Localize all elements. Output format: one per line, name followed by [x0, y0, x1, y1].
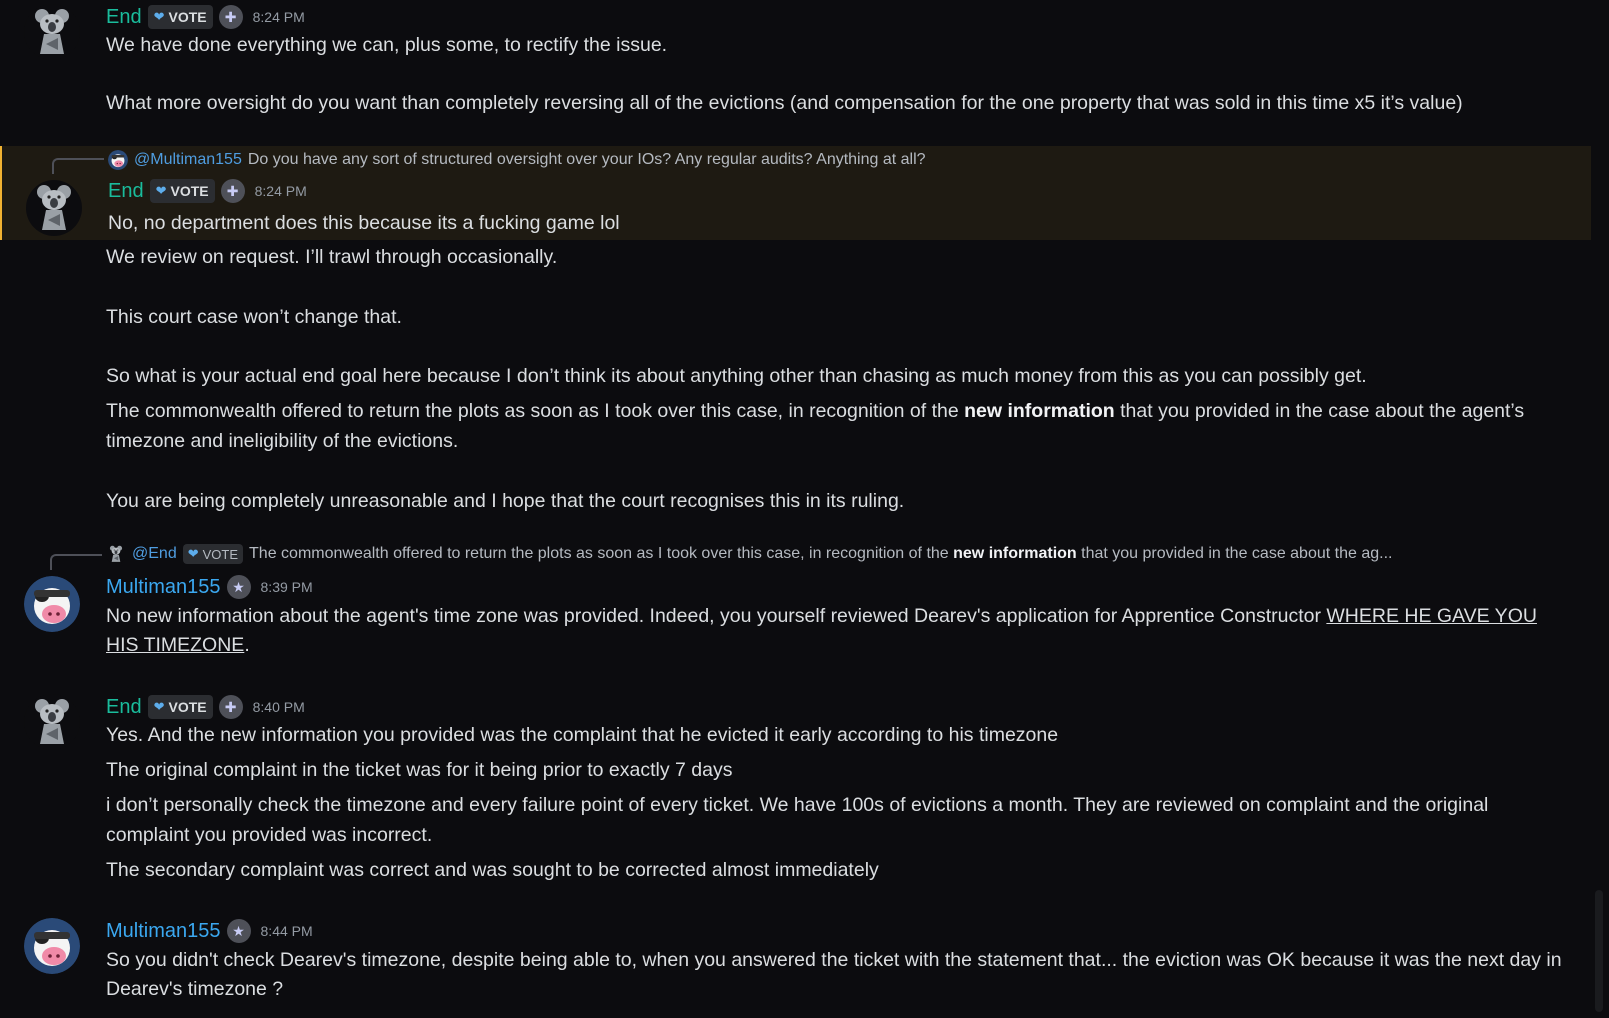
heart-icon: ❤ — [153, 699, 165, 714]
message-end-3 — [0, 690, 1591, 890]
timestamp[interactable]: 8:44 PM — [260, 923, 313, 939]
message-end-2 — [0, 146, 1591, 240]
message-text: We review on request. I’ll trawl through occasionally. — [106, 246, 558, 268]
avatar[interactable] — [24, 4, 80, 60]
reply-preview[interactable] — [106, 542, 1392, 566]
reply-spine — [52, 158, 104, 174]
heart-icon: ❤ — [153, 9, 165, 24]
username[interactable]: End — [108, 179, 144, 202]
role-badge-icon[interactable]: ✚ — [219, 695, 243, 719]
timestamp[interactable]: 8:24 PM — [254, 183, 307, 199]
reply-text: Do you have any sort of structured oversight over your IOs? Any regular audits? Anything at all? — [247, 151, 926, 168]
username[interactable]: Multiman155 — [106, 575, 221, 598]
timestamp[interactable]: 8:40 PM — [252, 699, 305, 715]
message-text: No new information about the agent's time zone was provided. Indeed, you yourself reviewed Dearev's application for Apprentice Constructor WHERE HE GAVE YOU HIS TIMEZONE. — [106, 605, 1537, 656]
reply-mention[interactable]: @Multiman155 — [134, 151, 242, 168]
role-badge-icon[interactable]: ✚ — [221, 179, 245, 203]
guild-tag: ❤ VOTE — [183, 544, 243, 564]
reply-avatar — [106, 544, 126, 564]
message-text: This court case won’t change that. — [106, 306, 402, 328]
message-text: You are being completely unreasonable and I hope that the court recognises this in its ruling. — [106, 490, 905, 512]
message-text: The original complaint in the ticket was for it being prior to exactly 7 days — [106, 759, 733, 781]
message-multi-2 — [0, 914, 1591, 1018]
reply-mention[interactable]: @End — [132, 545, 177, 562]
message-text: i don’t personally check the timezone and every failure point of every ticket. We have 100s of evictions a month. They are reviewed on complaint and the original complaint you provided was incorrect. — [106, 794, 1489, 846]
reply-preview[interactable] — [108, 148, 926, 172]
heart-icon: ❤ — [187, 546, 199, 561]
message-text: What more oversight do you want than completely reversing all of the evictions (and compensation for the one property that was sold in this time x5 it’s value) — [106, 92, 1463, 114]
avatar[interactable] — [24, 576, 80, 632]
link-text[interactable]: WHERE HE GAVE YOU HIS TIMEZONE — [106, 605, 1537, 656]
message-text: No, no department does this because its a fucking game lol — [108, 212, 620, 234]
timestamp[interactable]: 8:24 PM — [252, 9, 305, 25]
message-text: The secondary complaint was correct and was sought to be corrected almost immediately — [106, 859, 879, 881]
username[interactable]: End — [106, 695, 142, 718]
message-text: So you didn't check Dearev's timezone, despite being able to, when you answered the ticket with the statement that... the eviction was OK because it was the next day in Dearev's timezone ? — [106, 949, 1562, 1000]
message-multi-1 — [0, 540, 1591, 660]
reply-avatar — [108, 150, 128, 170]
timestamp[interactable]: 8:39 PM — [260, 579, 313, 595]
message-text: So what is your actual end goal here because I don’t think its about anything other than chasing as much money from this as you can possibly get. — [106, 365, 1367, 387]
message-text: The commonwealth offered to return the plots as soon as I took over this case, in recognition of the new information that you provided in the case about the agent’s timezone and ineligibility of the evictions. — [106, 400, 1525, 452]
guild-tag[interactable]: ❤ VOTE — [150, 179, 215, 203]
avatar[interactable] — [24, 918, 80, 974]
guild-tag[interactable]: ❤ VOTE — [148, 695, 213, 719]
scrollbar[interactable] — [1595, 890, 1603, 1012]
username[interactable]: Multiman155 — [106, 919, 221, 942]
role-badge-icon[interactable]: ✚ — [219, 5, 243, 29]
avatar[interactable] — [26, 180, 82, 236]
role-badge-icon[interactable]: ★ — [227, 919, 251, 943]
role-badge-icon[interactable]: ★ — [227, 575, 251, 599]
username[interactable]: End — [106, 5, 142, 28]
message-text: We have done everything we can, plus some, to rectify the issue. — [106, 34, 668, 56]
guild-tag[interactable]: ❤ VOTE — [148, 5, 213, 29]
message-end-1 — [0, 0, 1591, 140]
heart-icon: ❤ — [155, 183, 167, 198]
avatar[interactable] — [24, 694, 80, 750]
reply-text: The commonwealth offered to return the plots as soon as I took over this case, in recognition of the new information that you provided in the case about the ag... — [249, 545, 1393, 562]
reply-spine — [50, 554, 102, 570]
message-text: Yes. And the new information you provided was the complaint that he evicted it early according to his timezone — [106, 724, 1059, 746]
